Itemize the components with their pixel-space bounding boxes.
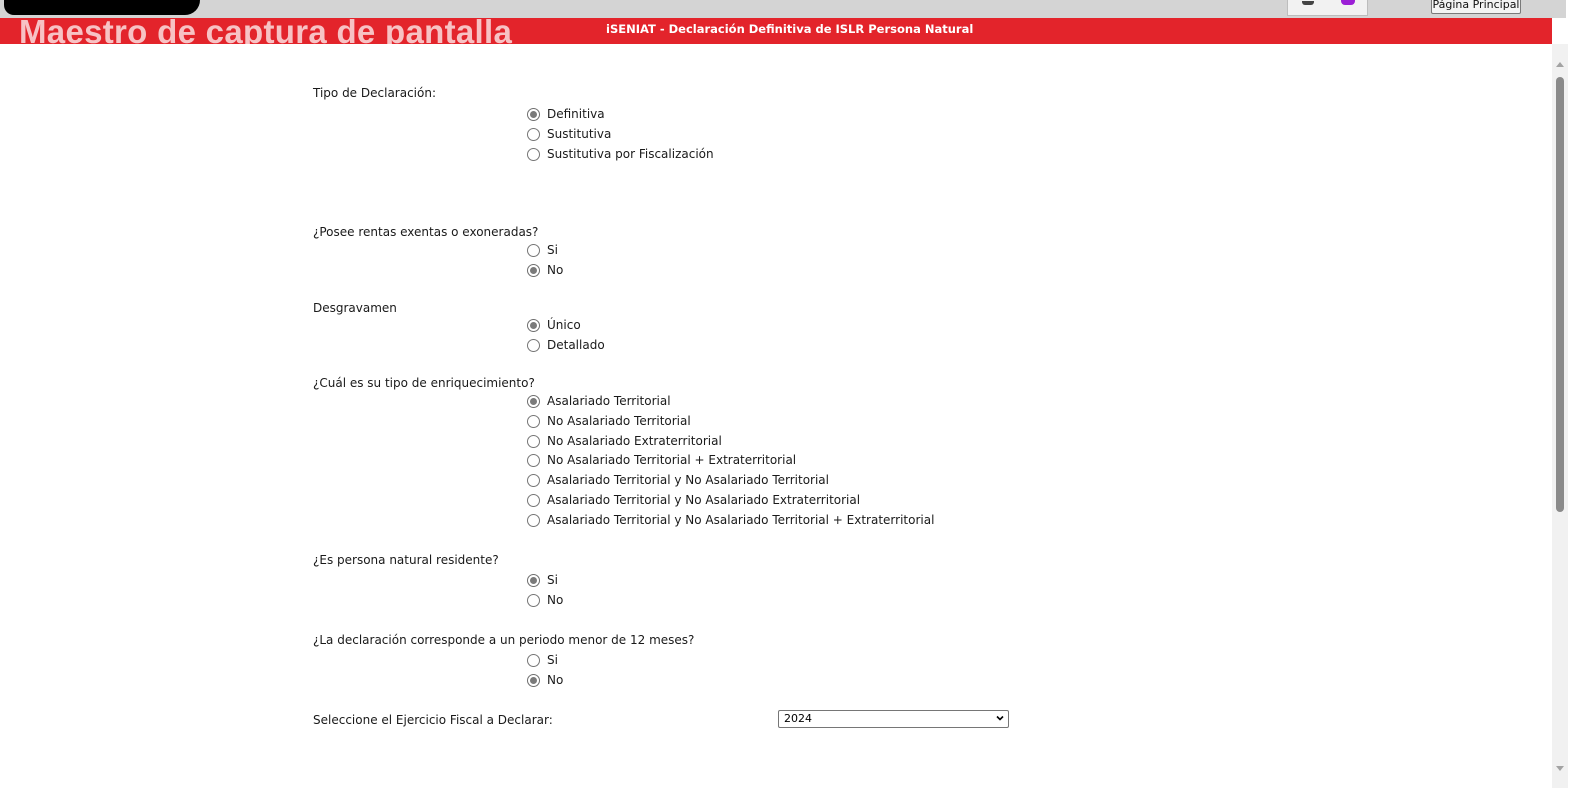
enriquecimiento-option-label: No Asalariado Territorial (547, 414, 691, 428)
radio-button[interactable] (527, 108, 540, 121)
rentas-exentas-option-label: No (547, 263, 564, 277)
rentas-exentas-option-label: Si (547, 243, 558, 257)
radio-button[interactable] (527, 319, 540, 332)
chevron-down-icon (996, 714, 1004, 722)
radio-button[interactable] (527, 654, 540, 667)
radio-button[interactable] (527, 339, 540, 352)
fiscal-year-value: 2024 (784, 712, 812, 725)
watermark-text: Maestro de captura de pantalla (19, 13, 513, 50)
tipo-declaracion-option-label: Sustitutiva por Fiscalización (547, 147, 714, 161)
periodo-menor-option-label: No (547, 673, 564, 687)
radio-button[interactable] (527, 454, 540, 467)
enriquecimiento-option[interactable] (527, 452, 796, 468)
radio-button[interactable] (527, 474, 540, 487)
tipo-declaracion-question: Tipo de Declaración: (313, 86, 436, 100)
radio-button[interactable] (527, 415, 540, 428)
app-icon[interactable] (1341, 0, 1355, 5)
toolbar-widget (1287, 0, 1368, 16)
tipo-declaracion-option[interactable] (527, 146, 714, 162)
radio-button[interactable] (527, 594, 540, 607)
tipo-declaracion-option[interactable] (527, 126, 611, 142)
tool-icon[interactable] (1302, 1, 1314, 5)
radio-button[interactable] (527, 128, 540, 141)
radio-button[interactable] (527, 264, 540, 277)
residente-question: ¿Es persona natural residente? (313, 553, 499, 567)
fiscal-year-label: Seleccione el Ejercicio Fiscal a Declarar: (313, 713, 553, 727)
enriquecimiento-option-label: No Asalariado Territorial + Extraterritorial (547, 453, 797, 467)
periodo-menor-option[interactable] (527, 672, 563, 688)
scroll-down-icon[interactable] (1556, 766, 1564, 771)
enriquecimiento-question: ¿Cuál es su tipo de enriquecimiento? (313, 376, 535, 390)
radio-button[interactable] (527, 674, 540, 687)
enriquecimiento-option[interactable] (527, 512, 934, 528)
tipo-declaracion-option-label: Definitiva (547, 107, 605, 121)
tipo-declaracion-option-label: Sustitutiva (547, 127, 612, 141)
tipo-declaracion-option[interactable] (527, 106, 605, 122)
desgravamen-question: Desgravamen (313, 301, 397, 315)
enriquecimiento-option[interactable] (527, 413, 691, 429)
radio-button[interactable] (527, 514, 540, 527)
rentas-exentas-option[interactable] (527, 262, 563, 278)
radio-button[interactable] (527, 148, 540, 161)
radio-button[interactable] (527, 435, 540, 448)
enriquecimiento-option[interactable] (527, 492, 860, 508)
radio-button[interactable] (527, 494, 540, 507)
enriquecimiento-option-label: No Asalariado Extraterritorial (547, 434, 722, 448)
enriquecimiento-option[interactable] (527, 472, 829, 488)
periodo-menor-option[interactable] (527, 652, 558, 668)
enriquecimiento-option[interactable] (527, 433, 722, 449)
residente-option-label: No (547, 593, 564, 607)
vertical-scrollbar[interactable] (1552, 44, 1568, 788)
scrollbar-thumb[interactable] (1556, 77, 1564, 512)
radio-button[interactable] (527, 244, 540, 257)
desgravamen-option[interactable] (527, 317, 581, 333)
residente-option-label: Si (547, 573, 558, 587)
radio-button[interactable] (527, 395, 540, 408)
radio-button[interactable] (527, 574, 540, 587)
enriquecimiento-option-label: Asalariado Territorial y No Asalariado Territorial (547, 473, 829, 487)
enriquecimiento-option[interactable] (527, 393, 671, 409)
home-page-button[interactable]: Página Principal (1431, 0, 1521, 14)
enriquecimiento-option-label: Asalariado Territorial y No Asalariado Extraterritorial (547, 493, 861, 507)
enriquecimiento-option-label: Asalariado Territorial y No Asalariado Territorial + Extraterritorial (547, 513, 935, 527)
periodo-menor-option-label: Si (547, 653, 558, 667)
page-title: iSENIAT - Declaración Definitiva de ISLR Persona Natural (606, 22, 974, 36)
desgravamen-option[interactable] (527, 337, 605, 353)
residente-option[interactable] (527, 592, 563, 608)
desgravamen-option-label: Único (547, 318, 581, 332)
residente-option[interactable] (527, 572, 558, 588)
desgravamen-option-label: Detallado (547, 338, 605, 352)
rentas-exentas-question: ¿Posee rentas exentas o exoneradas? (313, 225, 539, 239)
enriquecimiento-option-label: Asalariado Territorial (547, 394, 671, 408)
fiscal-year-select[interactable] (778, 710, 1009, 728)
scroll-up-icon[interactable] (1556, 62, 1564, 67)
rentas-exentas-option[interactable] (527, 242, 558, 258)
periodo-menor-question: ¿La declaración corresponde a un periodo menor de 12 meses? (313, 633, 695, 647)
